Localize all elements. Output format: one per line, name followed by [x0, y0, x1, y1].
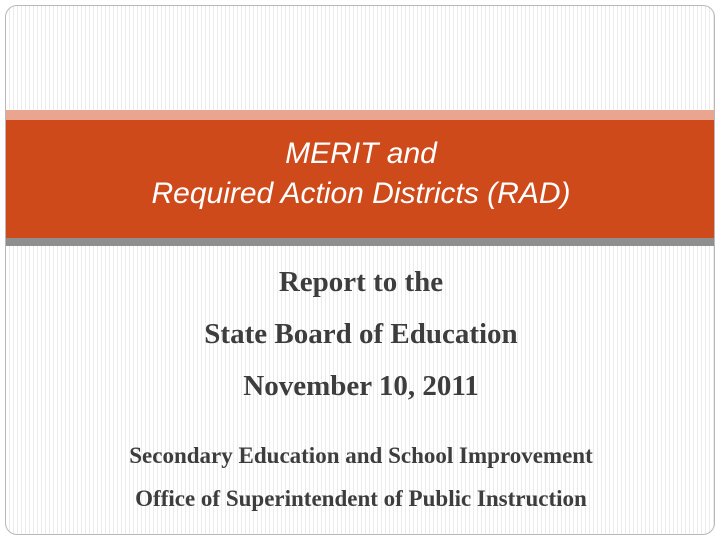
title-band-top-stripe — [6, 110, 715, 120]
title-line-1: MERIT and — [285, 137, 437, 170]
subtitle-line-3: November 10, 2011 — [243, 370, 479, 402]
footer-line-2: Office of Superintendent of Public Instruction — [135, 486, 587, 511]
title-band-bottom-stripe — [6, 238, 715, 246]
slide-frame — [5, 5, 715, 535]
slide-title — [6, 134, 715, 214]
subtitle-line-2: State Board of Education — [204, 318, 518, 350]
slide-subtitle — [6, 256, 715, 412]
title-line-2: Required Action Districts (RAD) — [151, 177, 571, 210]
footer-line-1: Secondary Education and School Improvement — [129, 443, 593, 468]
subtitle-line-1: Report to the — [278, 266, 444, 298]
slide-footer — [6, 434, 715, 520]
